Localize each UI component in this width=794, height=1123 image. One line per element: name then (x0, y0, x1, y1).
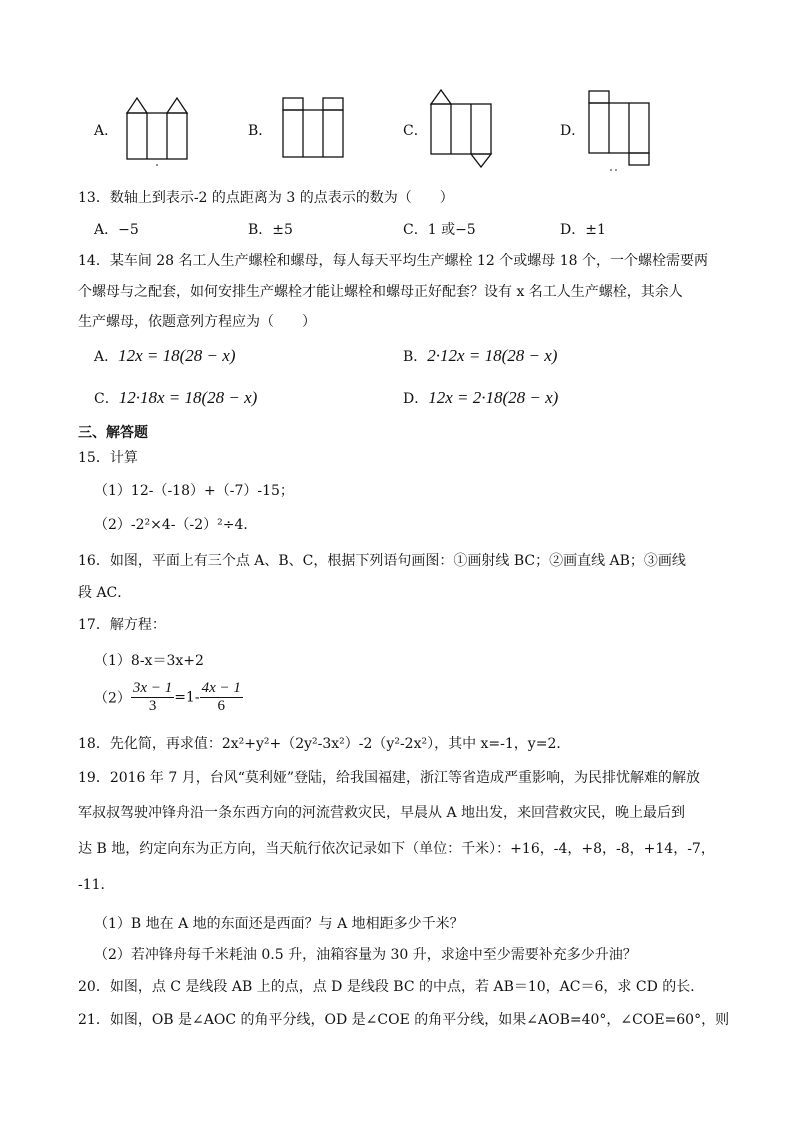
q13-option-d: D．±1 (560, 222, 606, 238)
q15-part-1: （1）12-（-18）+（-7）-15； (94, 483, 294, 499)
section-heading-answers: 三、解答题 (78, 425, 148, 441)
q14-option-b: B．2·12x = 18(28 − x) (403, 346, 558, 365)
q20-text: 20．如图，点 C 是线段 AB 上的点，点 D 是线段 BC 的中点，若 AB＝10，AC＝6，求 CD 的长． (78, 979, 705, 995)
q19-part-2: （2）若冲锋舟每千米耗油 0.5 升，油箱容量为 30 升，求途中至少需要补充多少升油？ (94, 947, 637, 963)
q17-part-2: （2） $\frac{3x - 1}{3}$ =1- $\frac{4x - 1}{6}$ (94, 680, 241, 714)
q18-text: 18．先化简，再求值：2x²+y²+（2y²-3x²）-2（y²-2x²），其中 x=-1，y=2． (78, 736, 571, 752)
q12-option-c-label: C． (403, 123, 428, 139)
q14-option-a: A．12x = 18(28 − x) (94, 346, 236, 365)
q12-option-d-label: D． (560, 123, 586, 139)
q16-line-2: 段 AC． (78, 585, 132, 601)
q13-option-c: C．1 或−5 (403, 222, 476, 238)
q14-line-2: 个螺母与之配套，如何安排生产螺栓才能让螺栓和螺母正好配套？设有 x 名工人生产螺栓，其余人 (78, 284, 683, 300)
q19-line-2: 军叔叔驾驶冲锋舟沿一条东西方向的河流营救灾民，早晨从 A 地出发，来回营救灾民，晚上最后到 (78, 805, 686, 821)
q12-option-c-figure (428, 88, 498, 172)
q14-option-c: C．12·18x = 18(28 − x) (94, 388, 258, 407)
fraction-1: $\frac{3x - 1}{3}$ (132, 680, 173, 714)
q16-line-1: 16．如图，平面上有三个点 A、B、C，根据下列语句画图：①画射线 BC；②画直线 AB；③画线 (78, 553, 686, 569)
q21-text: 21．如图，OB 是∠AOC 的角平分线，OD 是∠COE 的角平分线，如果∠AOB=40°，∠COE=60°，则 (78, 1012, 730, 1028)
q12-option-d-figure (586, 88, 656, 172)
fraction-2: $\frac{4x - 1}{6}$ (201, 680, 241, 714)
q15-part-2: （2）-2²×4-（-2）²÷4． (94, 517, 258, 533)
q12-option-a-label: A． (94, 123, 119, 139)
q19-line-3: 达 B 地，约定向东为正方向，当天航行依次记录如下（单位：千米）：+16，-4，+8，-8，+14，-7， (78, 841, 715, 857)
q13-option-a: A．−5 (94, 222, 139, 238)
q13-stem: 13．数轴上到表示-2 的点距离为 3 的点表示的数为（ ） (78, 190, 454, 206)
q14-line-3: 生产螺母，依题意列方程应为（ ） (78, 314, 316, 330)
q17-stem: 17．解方程： (78, 617, 166, 633)
q19-line-1: 19．2016 年 7 月，台风“莫利娅”登陆，给我国福建，浙江等省造成严重影响，为民排忧解难的解放 (78, 770, 701, 786)
q17-part-1: （1）8-x＝3x+2 (94, 653, 204, 669)
q13-option-b: B．±5 (248, 222, 293, 238)
q14-option-d: D．12x = 2·18(28 − x) (403, 388, 559, 407)
q19-part-1: （1）B 地在 A 地的东面还是西面？与 A 地相距多少千米？ (94, 916, 464, 932)
q14-line-1: 14．某车间 28 名工人生产螺栓和螺母，每人每天平均生产螺栓 12 个或螺母 18 个，一个螺栓需要两 (78, 253, 708, 269)
q19-line-4: -11． (78, 877, 115, 893)
q12-option-b-label: B． (248, 123, 273, 139)
q12-option-b-figure (280, 95, 350, 161)
q12-option-a-figure (124, 95, 194, 167)
q15-stem: 15．计算 (78, 450, 138, 466)
